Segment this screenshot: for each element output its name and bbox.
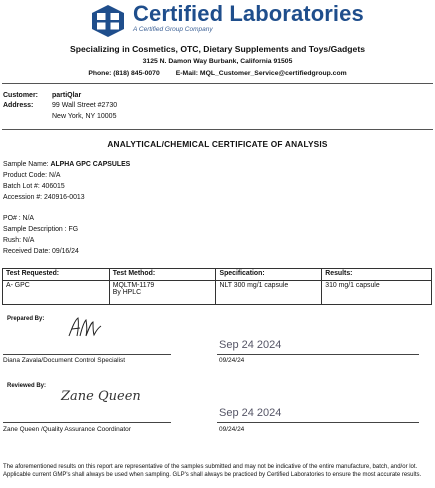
cell-method-technique: By HPLC	[112, 289, 142, 296]
certificate-title: ANALYTICAL/CHEMICAL CERTIFICATE OF ANALYSIS	[107, 139, 328, 149]
prepared-signature-line	[3, 354, 171, 355]
header-test-requested: Test Requested:	[3, 269, 110, 281]
header-results: Results:	[322, 269, 432, 281]
received-date: Received Date: 09/16/24	[3, 248, 79, 255]
cell-method	[109, 281, 216, 305]
reviewed-signed-date: Sep 24 2024	[219, 407, 282, 419]
prepared-by-name: Diana Zavala/Document Control Specialist	[3, 357, 126, 364]
disclaimer-footer: The aforementioned results on this report are representative of the samples submitted and may not be indicative of the entire manufacture, batch, and/or lot. Applicable current GMP's shall always be used when sampling. GLP's shall always be practiced by Certified Laboratories to ensure the most accurate results.	[3, 464, 422, 479]
reviewed-by-signature: Zane Queen	[61, 389, 141, 404]
company-contact	[0, 70, 435, 77]
header-specification: Specification:	[216, 269, 322, 281]
prepared-date: 09/24/24	[219, 357, 245, 364]
company-email[interactable]: E-Mail: MQL_Customer_Service@certifiedgroup.com	[175, 70, 347, 77]
prepared-signed-date: Sep 24 2024	[219, 339, 282, 351]
reviewed-by-label: Reviewed By:	[7, 383, 47, 389]
reviewed-by-name: Zane Queen /Quality Assurance Coordinator	[3, 426, 131, 433]
reviewed-signature-line	[3, 422, 171, 423]
customer-divider	[2, 129, 433, 130]
customer-name: partiQlar	[52, 92, 82, 99]
company-tagline: Specializing in Cosmetics, OTC, Dietary Supplements and Toys/Gadgets	[70, 44, 365, 54]
prepared-by-label: Prepared By:	[7, 316, 45, 322]
certified-laboratories-logo-icon	[90, 4, 126, 38]
header-test-method: Test Method:	[109, 269, 216, 281]
reviewed-date-line	[217, 422, 419, 423]
brand-name: Certified Laboratories	[133, 1, 364, 26]
customer-address-line1: 99 Wall Street #2730	[52, 102, 118, 109]
table-row	[3, 281, 432, 305]
rush: Rush: N/A	[3, 237, 35, 244]
results-table	[2, 268, 432, 305]
po-number: PO# : N/A	[3, 215, 35, 222]
sample-name-label: Sample Name:	[3, 161, 49, 168]
reviewed-date: 09/24/24	[219, 426, 245, 433]
cell-result: 310 mg/1 capsule	[322, 281, 432, 305]
batch-lot: Batch Lot #: 406015	[3, 183, 65, 190]
address-label: Address:	[3, 102, 34, 109]
brand-subtitle: A Certified Group Company	[133, 26, 213, 33]
prepared-by-signature	[66, 314, 104, 340]
sample-description: Sample Description : FG	[3, 226, 79, 233]
company-address: 3125 N. Damon Way Burbank, California 91505	[142, 58, 293, 65]
prepared-date-line	[217, 354, 419, 355]
product-code: Product Code: N/A	[3, 172, 61, 179]
table-header-row	[3, 269, 432, 281]
cell-specification: NLT 300 mg/1 capsule	[216, 281, 322, 305]
sample-name	[3, 161, 130, 168]
header-divider	[2, 83, 433, 84]
cell-method-code: MQLTM-1179	[112, 282, 155, 289]
customer-label: Customer:	[3, 92, 39, 99]
customer-address-line2: New York, NY 10005	[52, 113, 117, 120]
company-phone: Phone: (818) 845-0070	[88, 70, 160, 77]
accession-number: Accession #: 240916-0013	[3, 194, 85, 201]
cell-test: A- GPC	[3, 281, 110, 305]
sample-name-value: ALPHA GPC CAPSULES	[50, 161, 131, 168]
